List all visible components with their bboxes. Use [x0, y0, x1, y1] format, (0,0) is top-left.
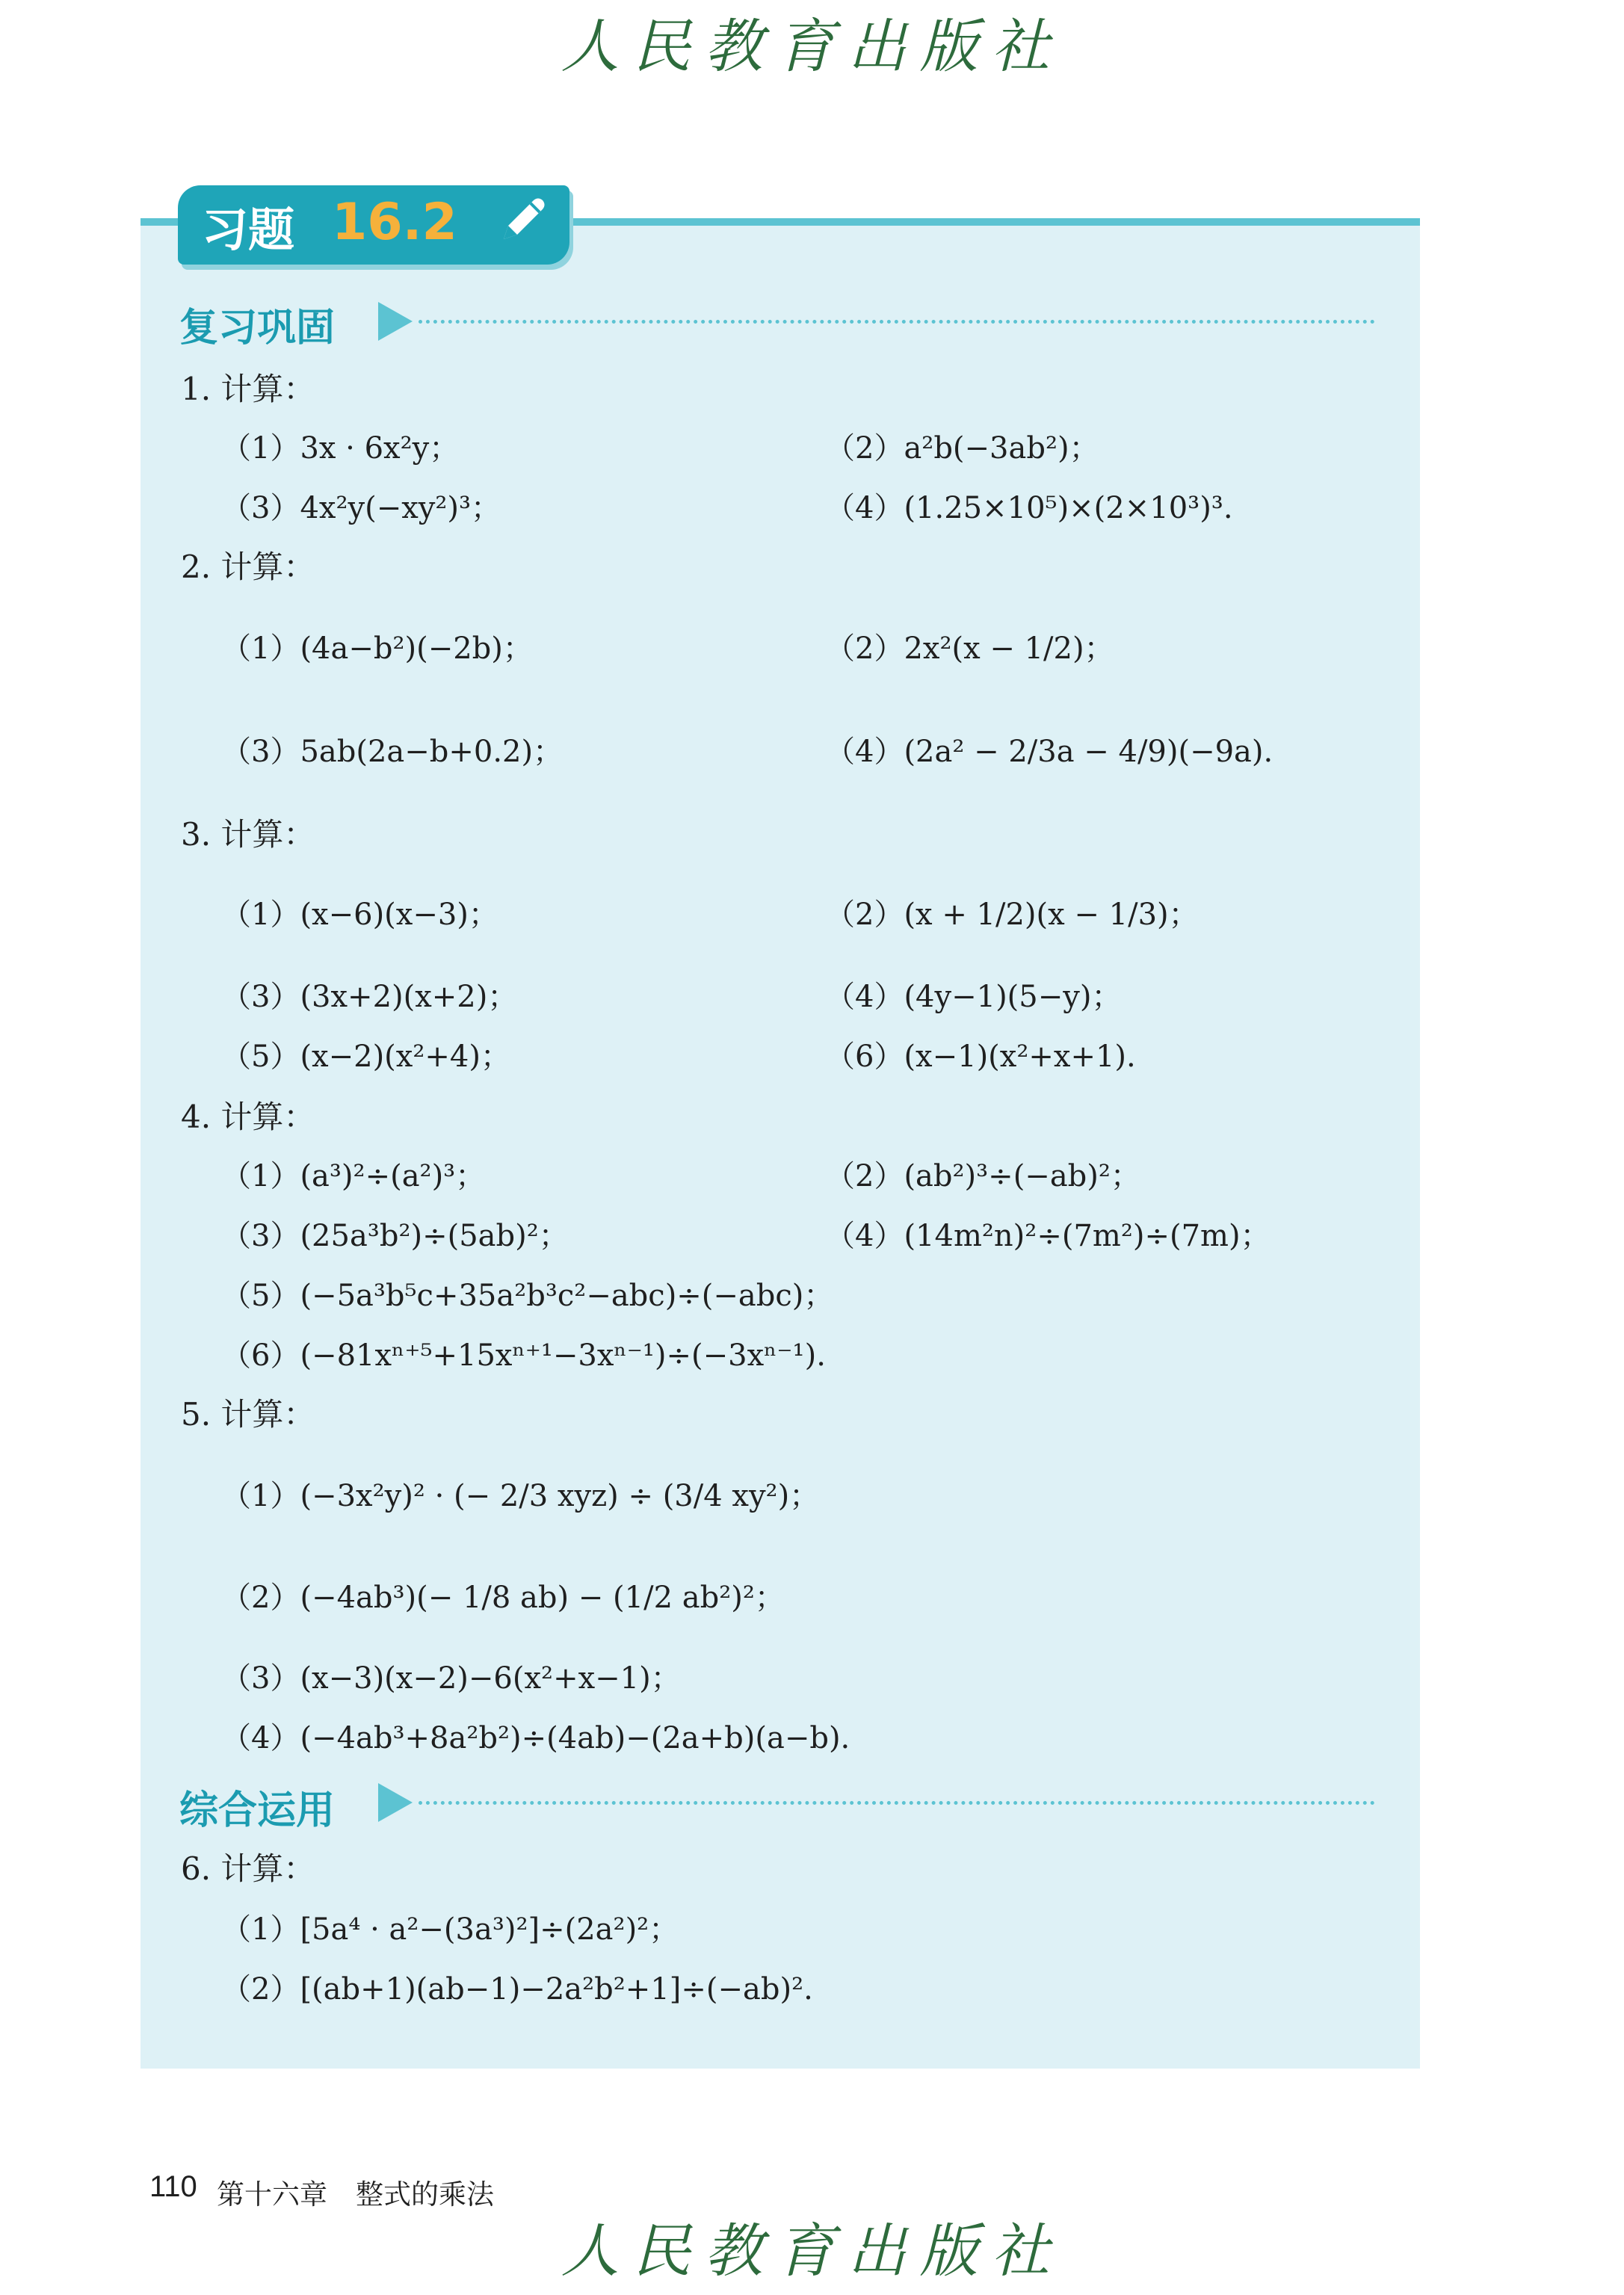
question-6-label: 6. 计算：: [181, 1850, 315, 1887]
q3-part-2: （2）(x + 1/2)(x − 1/3)；: [825, 898, 1199, 932]
section-arrow-icon: [378, 1783, 413, 1822]
q4-part-1: （1）(a³)²÷(a²)³；: [221, 1159, 486, 1193]
section-arrow-icon: [378, 302, 413, 341]
exercise-title: 习题: [202, 203, 295, 257]
q1-part-3: （3）4x²y(−xy²)³；: [221, 491, 501, 525]
q4-part-4: （4）(14m²n)²÷(7m²)÷(7m)；: [825, 1219, 1271, 1253]
publisher-logo-bottom: 人民教育出版社: [561, 2218, 1063, 2285]
section-title-review: 复习巩固: [179, 306, 336, 350]
q6-part-2: （2）[(ab+1)(ab−1)−2a²b²+1]÷(−ab)².: [221, 1972, 813, 2007]
section-divider: [419, 1801, 1375, 1805]
page-number: 110: [149, 2170, 197, 2203]
q2-part-2: （2）2x²(x − 1/2)；: [825, 631, 1114, 666]
question-3-label: 3. 计算：: [181, 816, 315, 853]
q3-part-6: （6）(x−1)(x²+x+1).: [825, 1040, 1136, 1074]
question-4-label: 4. 计算：: [181, 1099, 315, 1135]
q3-part-3: （3）(3x+2)(x+2)；: [221, 980, 518, 1014]
q4-part-3: （3）(25a³b²)÷(5ab)²；: [221, 1219, 569, 1253]
question-5-label: 5. 计算：: [181, 1396, 315, 1433]
q5-part-1: （1）(−3x²y)² · (− 2/3 xyz) ÷ (3/4 xy²)；: [221, 1479, 820, 1513]
section-divider: [419, 320, 1375, 324]
q4-part-6: （6）(−81xⁿ⁺⁵+15xⁿ⁺¹−3xⁿ⁻¹)÷(−3xⁿ⁻¹).: [221, 1338, 826, 1373]
chapter-label: 第十六章: [217, 2178, 327, 2211]
question-1-label: 1. 计算：: [181, 371, 315, 407]
q2-part-1: （1）(4a−b²)(−2b)；: [221, 631, 533, 666]
q1-part-4: （4）(1.25×10⁵)×(2×10³)³.: [825, 491, 1233, 525]
chapter-topic: 整式的乘法: [356, 2178, 494, 2211]
q1-part-1: （1）3x · 6x²y；: [221, 431, 460, 466]
q2-part-3: （3）5ab(2a−b+0.2)；: [221, 735, 564, 769]
q5-part-3: （3）(x−3)(x−2)−6(x²+x−1)；: [221, 1661, 681, 1696]
q2-part-4: （4）(2a² − 2/3a − 4/9)(−9a).: [825, 735, 1273, 769]
exercise-number: 16.2: [332, 193, 457, 252]
q3-part-5: （5）(x−2)(x²+4)；: [221, 1040, 510, 1074]
q3-part-1: （1）(x−6)(x−3)；: [221, 898, 498, 932]
q6-part-1: （1）[5a⁴ · a²−(3a³)²]÷(2a²)²；: [221, 1912, 679, 1947]
q4-part-5: （5）(−5a³b⁵c+35a²b³c²−abc)÷(−abc)；: [221, 1279, 834, 1313]
pencil-icon: [493, 190, 553, 250]
q4-part-2: （2）(ab²)³÷(−ab)²；: [825, 1159, 1140, 1193]
q1-part-2: （2）a²b(−3ab²)；: [825, 431, 1099, 466]
publisher-logo-top: 人民教育出版社: [561, 13, 1063, 81]
question-2-label: 2. 计算：: [181, 549, 315, 585]
q3-part-4: （4）(4y−1)(5−y)；: [825, 980, 1122, 1014]
q5-part-2: （2）(−4ab³)(− 1/8 ab) − (1/2 ab²)²；: [221, 1581, 785, 1615]
q5-part-4: （4）(−4ab³+8a²b²)÷(4ab)−(2a+b)(a−b).: [221, 1721, 850, 1755]
section-title-comprehensive: 综合运用: [179, 1788, 336, 1833]
